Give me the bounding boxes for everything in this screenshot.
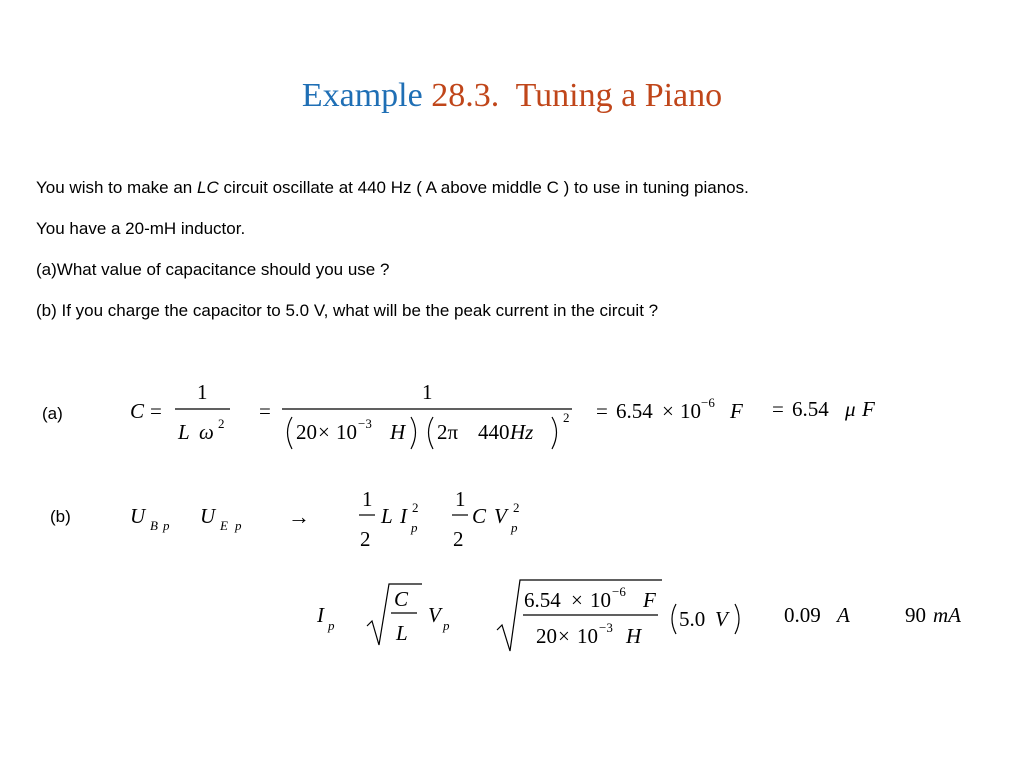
eq-c-den-twenty: 20 [536, 624, 557, 648]
eq-b-arrow: → [288, 504, 310, 529]
eq-c-den-ten: 10 [577, 624, 598, 648]
eq-c-paren-open [672, 604, 676, 634]
eq-b-sub-e: E [220, 518, 228, 533]
problem-line-1-lc: LC [196, 178, 219, 197]
eq-c-i: I [317, 603, 324, 627]
eq-a-mu: μ [845, 397, 856, 421]
eq-a-exp-square: 2 [563, 410, 570, 425]
eq-a-equals-4: = [772, 397, 784, 421]
title-word: Example [301, 77, 423, 114]
eq-a-paren-open-2 [429, 417, 434, 449]
eq-c-v: V [428, 603, 441, 627]
problem-line-3: (a)What value of capacitance should you use ? [36, 260, 390, 279]
eq-c-den-exp: −3 [599, 620, 613, 635]
problem-line-4: (b) If you charge the capacitor to 5.0 V, what will be the peak current in the circuit ? [36, 301, 659, 320]
eq-b-i-exp: 2 [412, 500, 419, 515]
eq-a-result-micro: 6.54 [792, 397, 829, 421]
problem-line-1-end: circuit oscillate at 440 Hz ( A above middle C ) to use in tuning pianos. [223, 178, 749, 197]
eq-c-volt-unit: V [715, 607, 728, 631]
eq-a-frac1-exponent: 2 [218, 416, 225, 431]
eq-c-num-farad: F [643, 588, 656, 612]
eq-a-frac1-l: L [178, 420, 190, 444]
title-subject: Tuning a Piano [515, 77, 723, 114]
equation-a-capacitance [130, 380, 875, 449]
eq-b-half-2-den: 2 [453, 527, 464, 551]
eq-b-sub-p-1: p [163, 518, 170, 533]
eq-a-frequency: 440 [478, 420, 510, 444]
eq-a-frac1-omega: ω [199, 420, 214, 444]
problem-line-2: You have a 20-mH inductor. [36, 219, 246, 238]
eq-a-equals-2: = [259, 399, 271, 423]
eq-c-num-mantissa: 6.54 [524, 588, 561, 612]
eq-b-i-sub: p [411, 520, 418, 535]
eq-a-exp-minus-three: −3 [358, 416, 372, 431]
eq-c-paren-close [735, 604, 739, 634]
eq-b-i: I [400, 504, 407, 528]
equation-b-current [316, 580, 961, 651]
eq-b-v-exp: 2 [513, 500, 520, 515]
eq-a-equals-3: = [596, 399, 608, 423]
eq-a-farad: F [730, 399, 743, 423]
eq-a-ten: 10 [336, 420, 357, 444]
eq-b-c: C [472, 504, 487, 528]
eq-a-symbol-c: C [130, 399, 145, 423]
eq-b-u-1: U [130, 504, 146, 528]
eq-c-den-henry: H [626, 624, 642, 648]
eq-a-result-mantissa: 6.54 [616, 399, 653, 423]
eq-b-u-2: U [200, 504, 216, 528]
eq-b-v: V [494, 504, 507, 528]
eq-b-sub-b: B [150, 518, 158, 533]
eq-c-amp-unit: A [837, 603, 850, 627]
eq-a-twenty: 20 [296, 420, 317, 444]
eq-b-half-2-num: 1 [455, 487, 466, 511]
eq-c-voltage: 5.0 [679, 607, 706, 631]
eq-a-paren-close-2 [552, 417, 557, 449]
part-a-label: (a) [42, 404, 63, 423]
eq-a-two-pi: 2π [437, 420, 459, 444]
eq-a-paren-open-1 [288, 417, 293, 449]
eq-a-paren-close-1 [411, 417, 416, 449]
equation-b-energy [130, 487, 520, 551]
eq-a-farad-2: F [862, 397, 875, 421]
eq-c-num-ten: 10 [590, 588, 611, 612]
eq-a-frac2-numerator: 1 [422, 380, 433, 404]
part-b-label: (b) [50, 507, 71, 526]
eq-a-ten-2: 10 [680, 399, 701, 423]
eq-b-half-1-num: 1 [362, 487, 373, 511]
eq-c-num-times: × [571, 588, 583, 612]
eq-a-henry: H [390, 420, 406, 444]
eq-c-v-sub: p [443, 618, 450, 633]
eq-b-sub-p-2: p [235, 518, 242, 533]
eq-c-ma-unit: mA [933, 603, 961, 627]
eq-a-times-2: × [662, 399, 674, 423]
eq-c-result-amp: 0.09 [784, 603, 821, 627]
eq-a-equals-1: = [150, 399, 162, 423]
eq-b-l: L [381, 504, 393, 528]
eq-c-num-exp: −6 [612, 584, 626, 599]
eq-c-den-times: × [558, 624, 570, 648]
eq-c-sqrt1-c: C [394, 587, 409, 611]
eq-b-half-1-den: 2 [360, 527, 371, 551]
eq-c-sqrt1-l: L [396, 621, 408, 645]
title-number: 28.3. [431, 77, 500, 114]
eq-c-result-ma: 90 [905, 603, 926, 627]
eq-a-times-1: × [318, 420, 330, 444]
eq-c-i-sub: p [328, 618, 335, 633]
eq-a-hertz: Hz [510, 420, 534, 444]
problem-line-1-start: You wish to make an [36, 178, 193, 197]
eq-b-v-sub: p [511, 520, 518, 535]
eq-a-exp-minus-six: −6 [701, 395, 715, 410]
eq-a-frac1-numerator: 1 [197, 380, 208, 404]
